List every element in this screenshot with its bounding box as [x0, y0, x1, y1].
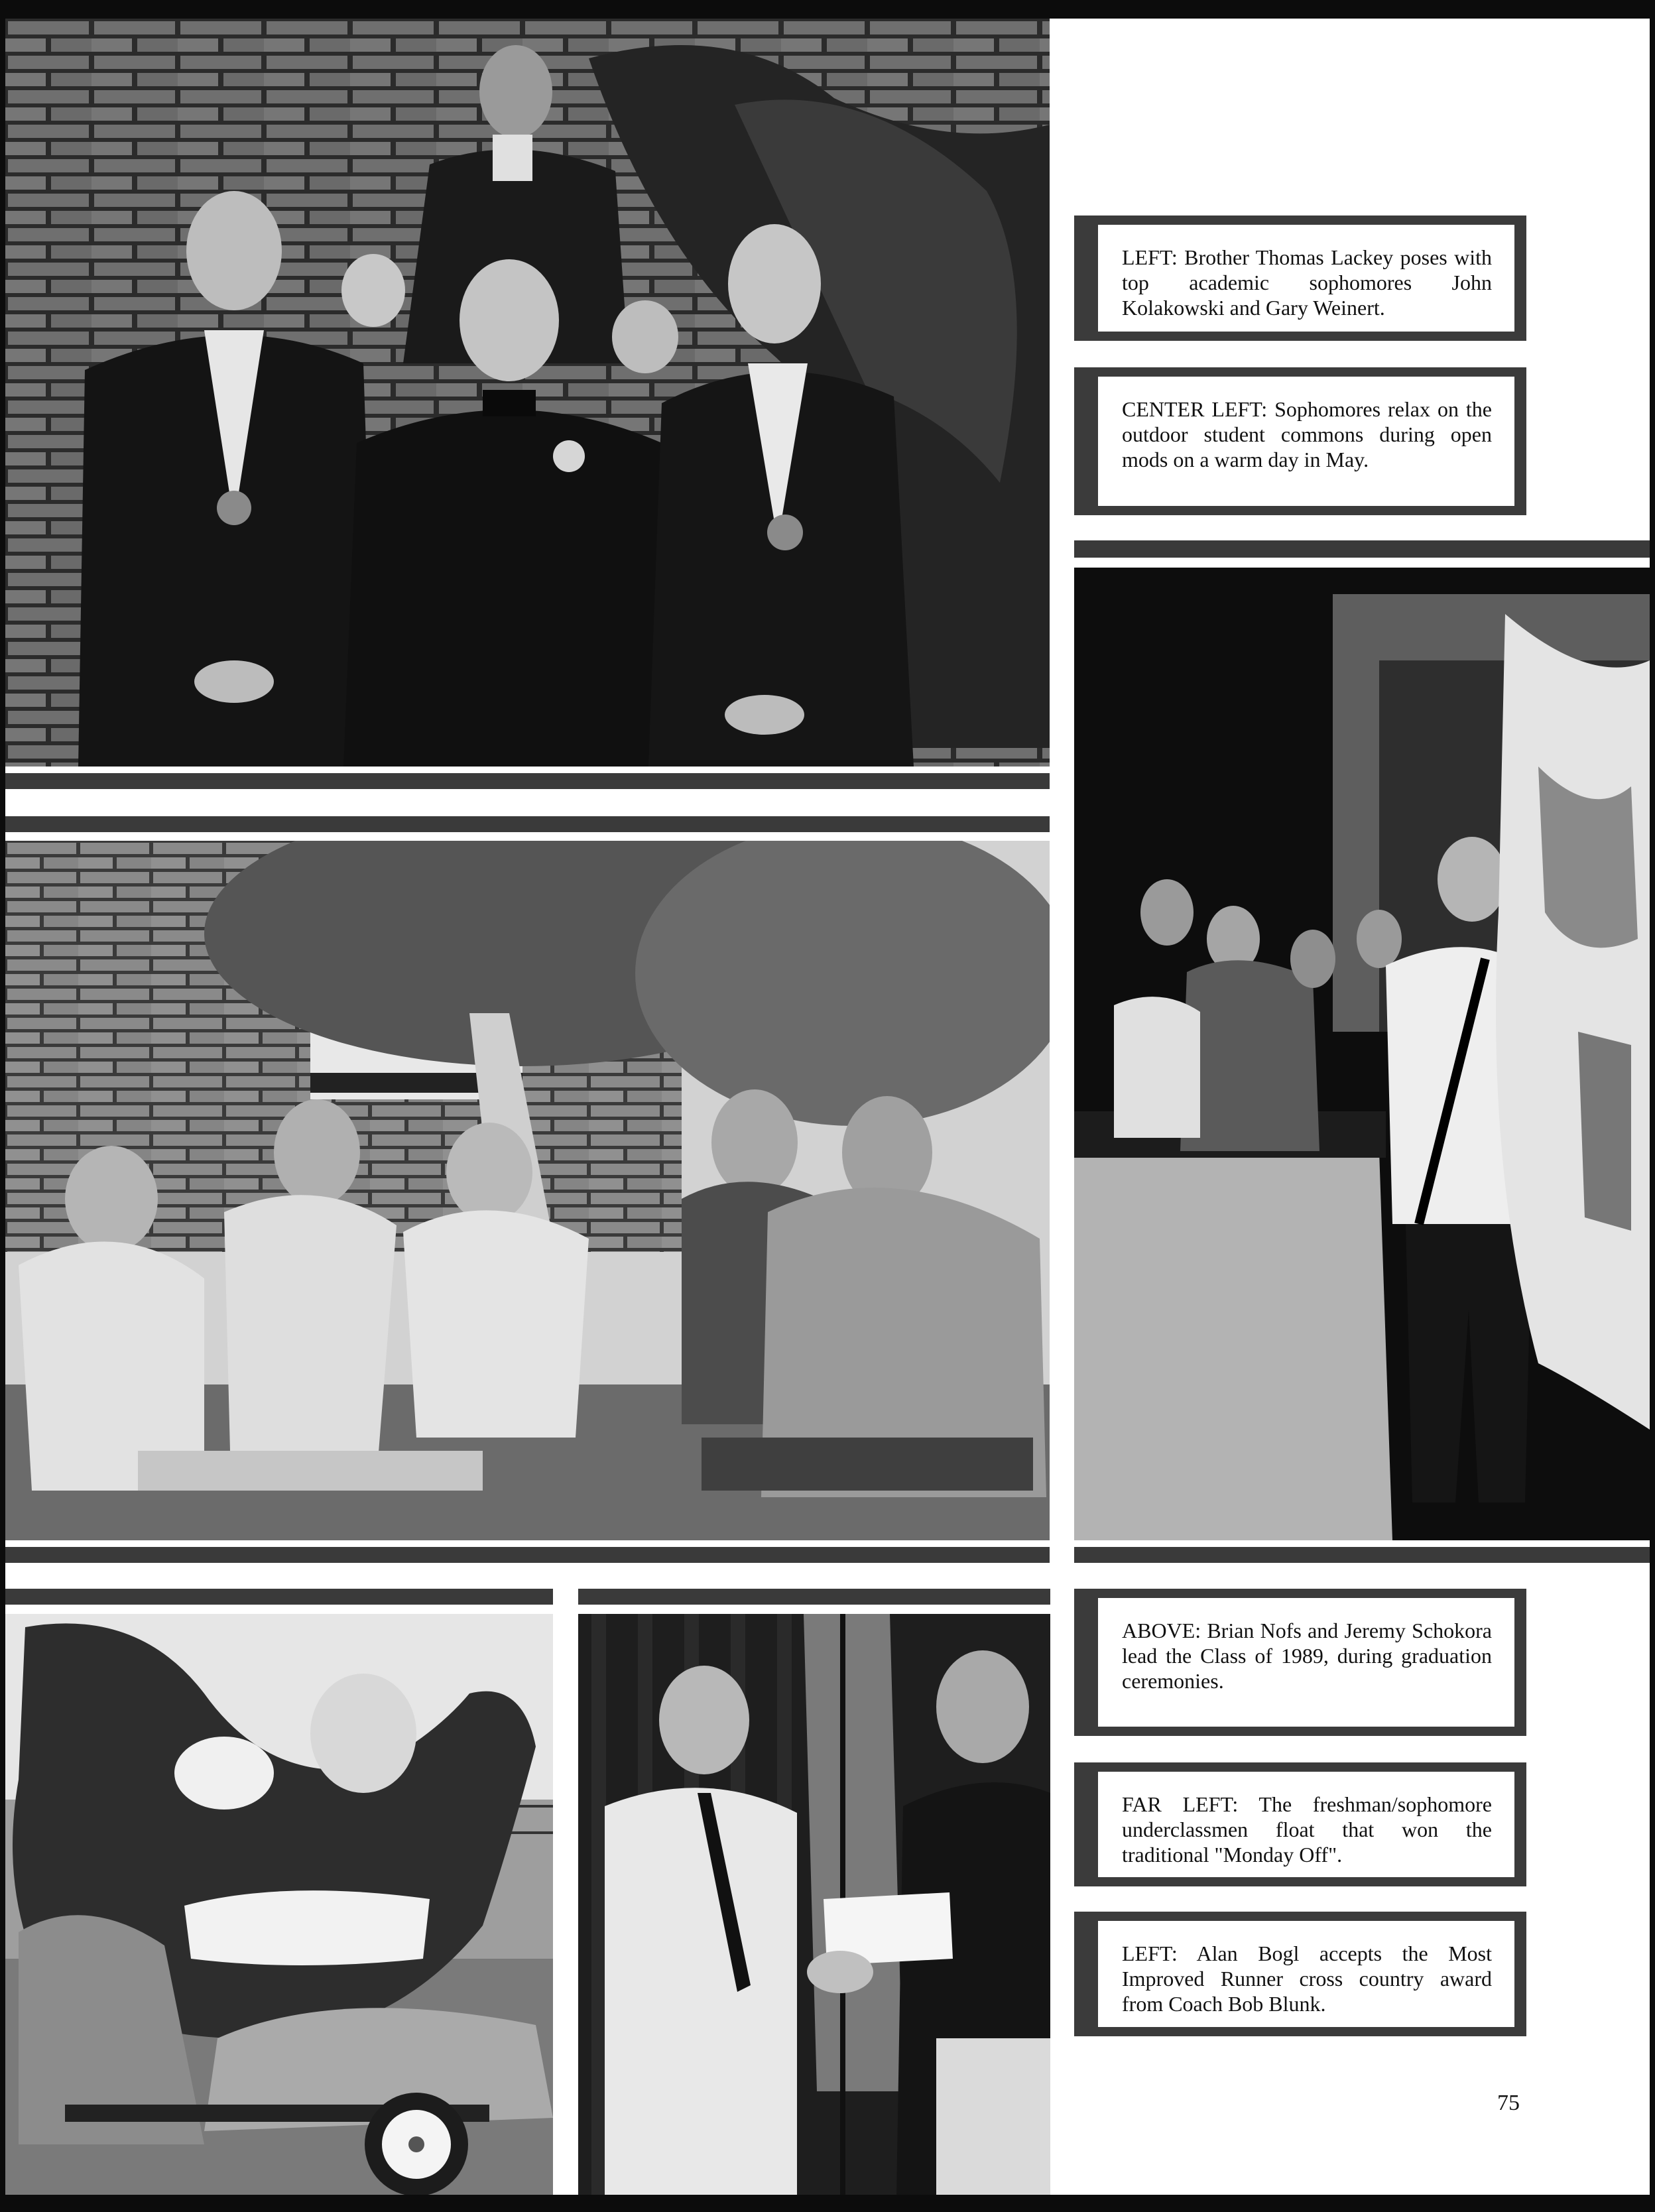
rule-above-photo-3 [1074, 540, 1650, 558]
caption-center-left-sophomores-text: CENTER LEFT: Sophomores relax on the outdoor student commons during open mods on a warm day in May. [1098, 377, 1514, 506]
caption-left-brother-lackey-text: LEFT: Brother Thomas Lackey poses with top academic sophomores John Kolakowski and Gary Weinert. [1098, 225, 1514, 332]
caption-above-graduation-text: ABOVE: Brian Nofs and Jeremy Schokora lead the Class of 1989, during graduation ceremonies. [1098, 1598, 1514, 1727]
photo-award-handshake [578, 1614, 1050, 2195]
caption-left-award [1074, 1912, 1526, 2036]
rule-under-photo-1 [5, 773, 1050, 789]
caption-far-left-float [1074, 1762, 1526, 1886]
caption-center-left-sophomores [1074, 367, 1526, 515]
rule-above-photo-award [578, 1589, 1050, 1605]
photo-graduation-procession [1074, 568, 1650, 1540]
photo-underclassmen-float [5, 1614, 553, 2195]
rule-above-photo-float [5, 1589, 553, 1605]
caption-above-graduation [1074, 1589, 1526, 1736]
caption-far-left-float-text: FAR LEFT: The freshman/sophomore underclassmen float that won the traditional "Monday Off". [1098, 1772, 1514, 1877]
caption-left-award-text: LEFT: Alan Bogl accepts the Most Improved Runner cross country award from Coach Bob Blunk. [1098, 1921, 1514, 2027]
caption-left-brother-lackey [1074, 215, 1526, 341]
page-number: 75 [1497, 2091, 1520, 2115]
rule-under-photo-2 [5, 1547, 1050, 1563]
rule-above-photo-2 [5, 816, 1050, 832]
yearbook-page [5, 19, 1650, 2195]
rule-under-photo-3 [1074, 1547, 1650, 1563]
photo-sophomores-relaxing [5, 841, 1050, 1540]
photo-brother-and-sophomores [5, 19, 1050, 767]
